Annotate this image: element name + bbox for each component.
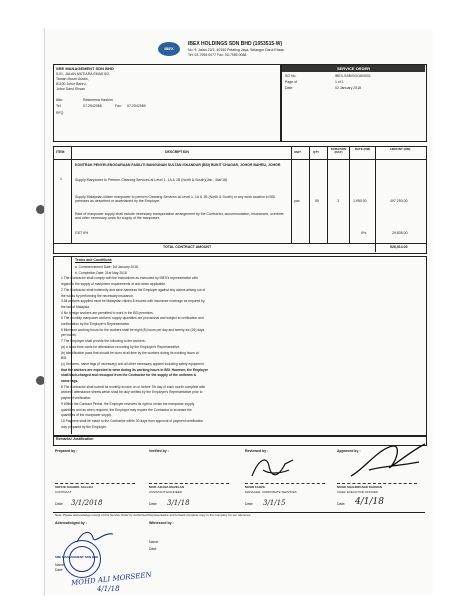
vendor-rfq-label: RFQ [56,111,64,115]
acknowledgement-note: Note: Please acknowledge receipt of this Service Order by Authorized Representative and forward complete copy to the Company for our reference. [55,513,252,517]
acknowledged-by-label: Acknowledged by : [55,521,87,525]
company-address: No. 9, Jalan 22/2, 40150 Petaling Jaya, Selangor Darul Ehsan [188,48,285,52]
col-header-description: DESCRIPTION [165,150,189,154]
item-description: Supply Malaysian citizen manpower to perform Cleaning Services at Level 1, 1A & 1B (North & South) or any work location in BSI premises as described or ascertained by the Employer. [75,195,276,204]
item-description: Rate of manpower supply shall include necessary transportation arrangement by the Contractor, accommodation, insurances, overtime and other necessary costs for supply of the manpower. [75,212,284,221]
total-label: TOTAL CONTRACT AMOUNT [163,245,212,249]
acknowledger-date-label: Date [55,568,63,572]
vendor-name: SRE MANAGEMENT SDN BHD [56,66,114,71]
term-line: confirmation by the Employer's Representative. [61,322,130,327]
remarks-label: Remarks/ Justification [56,437,94,441]
term-line: 4 No foreign workers are permitted to work in the BSI premises. [61,310,154,315]
term-line: payment verification. [61,396,92,401]
approved-title: CHIEF EXECUTIVE OFFICER [337,490,378,494]
gst-amount: 29,835.00 [392,231,408,235]
approved-name: MOHD SHAHRIN ABD RAHMAN [337,485,383,489]
acknowledger-name-label: Name [55,563,65,567]
item-amount: 497,250.00 [390,199,408,203]
reviewer-signature [249,454,299,482]
term-line: 6 Minimum working hours for the workers shall be eight (8) hours per day and twenty-six (26) days [61,327,205,332]
col-header-item: ITEM [56,150,65,154]
col-header-unit: UNIT [294,150,301,154]
term-line: name tags. [61,379,79,384]
verified-date: 3/1/18 [167,499,190,507]
prepared-date: 3/1/2018 [71,499,103,507]
reviewed-by-label: Reviewed by : [245,449,269,453]
prepared-name: SOFFIE SHAHRIL SALLEH [55,485,93,489]
company-contact: Tel: 03-7955 0077 Fax: 03-7955 0088 [188,53,247,57]
term-line: (c) Uniforms, name tags (if necessary) and all other necessary apparel including safety equipment [61,361,204,366]
approver-signature [349,440,427,482]
terms-list [61,265,359,430]
item-description: Supply Manpower to Perform Cleaning Services at Level 1, 1A & 1B (North & South)(Jan - Mar'18) [75,178,228,182]
vendor-address-line: Johor Darul Ehsan [56,87,85,91]
verified-title: ASSISTANT ENGINEER [149,490,182,494]
handwritten-name: MOHD ALI MORSEEN [70,570,153,588]
term-line: 5 The monthly manpower workers' supply quantities are provisional and subject to verification and [61,316,204,321]
term-line: duly prepared by the Employer. [61,424,107,429]
terms-title: Terms and Conditions [75,258,112,262]
acknowledger-signature [75,526,115,548]
term-line: 9 Within the Contract Period, the Employer reserves its right to revise the manpower supply [61,401,195,406]
vendor-attn-label: Attn: [56,98,64,102]
term-line: workers' attendance sheets which shall be duly verified by the Employer's Representative prior to [61,390,203,395]
vendor-address-line: 5-01, JALAN MUTIARA EMAS 5/2, [56,72,111,76]
service-order-document [44,28,433,596]
reviewed-name: MOHD FADZIL [245,485,266,489]
so-number-label: SO No. [285,74,297,78]
company-logo: IBEX [158,42,180,56]
item-rate: 1,950.00 [353,199,367,203]
term-line: 1 The Contractor shall comply with the instructions as instructed by IBEX's representative with [61,276,198,281]
reviewed-date: 3/1/15 [263,499,286,507]
term-line: a. Commencement Date: 1st January 2018 [75,265,138,269]
term-line: 8 The Contractor shall submit its monthly invoice on or before 7th day of each month complete with [61,384,206,389]
term-line: the law of Malaysia. [61,304,90,309]
reviewed-date-label: Date: [245,502,254,506]
verified-by-label: Verified by : [149,449,169,453]
vendor-fax-label: Fax: [115,104,122,108]
witnessed-by-label: Witnessed by : [149,521,174,525]
so-page-label: Page of [285,80,298,84]
approved-date-label: Date: [337,502,346,506]
item-number: 1 [60,177,62,181]
prepared-title: CONTRACT [55,490,72,494]
witness-name-label: Name [149,540,159,544]
term-line: 2 The Contractor shall indemnify and save harmless the Employer against any claims arising out of [61,287,206,292]
col-header-amount: AMOUNT (RM) [389,147,411,151]
term-line: the works by performing the necessary insurance. [61,293,134,298]
vendor-address-line: 81100 Johor Bahru, [56,82,87,86]
company-name: IBEX HOLDINGS SDN BHD (1053515-W) [188,41,283,47]
prepared-by-label: Prepared by : [55,449,78,453]
witness-date-label: Date [149,547,157,551]
vendor-fax: 07-2542089 [127,104,146,108]
total-amount: 526,914.00 [390,245,408,249]
item-qty: 50 [315,199,319,203]
gst-rate: 6% [361,231,367,235]
term-line: BSI. [61,356,68,361]
vendor-tel: 07-2542088 [83,104,102,108]
col-header-qty: QTY [313,150,320,154]
stamp-company-name: SRE MANAGEMENT SDN BHD [55,555,99,559]
reviewed-title: MANAGER, CORPORATE SERVICES [245,490,297,494]
item-duration: 3 [337,199,339,203]
vendor-address-line: Taman Mount Austin, [56,77,89,81]
term-line: 7 The Employer shall provide the following to the workers:- [61,339,147,344]
vendor-attn: Rasheema Hashim [83,98,113,102]
service-order-title: SERVICE ORDER [282,65,425,72]
verified-name: MOR. AZLINA MAZELAN [149,485,184,489]
so-page: 1 of 1 [335,80,344,84]
term-line: (a) a basic time cards for attendance recording by the Employer's Representative. [61,344,181,349]
vendor-tel-label: Tel: [56,104,62,108]
term-line: (b) identification pass that should be worn at all time by the workers during its working hours at [61,350,199,355]
project-title: KONTRAK PENYELENGGARAAN FASILITI BANGUNAN SULTAN ISKANDAR (BSI) BUKIT CHAGAR, JOHOR BAHRU, JOHOR [75,163,281,167]
term-line: per month. [61,333,77,338]
term-line: 3 All workers supplied must be Malaysian citizen & insured with insurance coverage as required by [61,299,205,304]
term-line: quantities and as when required, the Employer may require the Contractor to increase the [61,407,192,412]
verified-date-label: Date: [149,502,158,506]
handwritten-date: 4/1/18 [97,585,120,593]
term-line: that the workers are expected to wear during its working hours in BSI. However, the Employer [61,367,208,372]
so-date: 02 January 2018 [335,86,362,90]
approved-by-label: Approved by : [337,449,361,453]
col-header-rate: RATE (RM) [354,147,371,151]
approved-date: 4/1/18 [355,497,384,507]
term-line: quantities of the manpower supply. [61,413,112,418]
so-number: IBEX-SSB/SO/18/0001 [335,74,371,78]
term-line: b. Completion Date: 31st May 2018 [75,270,127,275]
gst-description: GST 6% [75,231,89,235]
prepared-date-label: Date: [55,502,64,506]
col-header-duration: DURATION (DAY) [330,147,347,154]
term-line: regard to the supply of manpower requirements of and when applicable. [61,282,166,287]
so-date-label: Date [285,86,293,90]
term-line: shall back-charged and recouped from the Contractor for the supply of the uniforms & [61,373,197,378]
term-line: 10 Payment shall be made to the Contractor within 30 days from approval of payment certification [61,418,204,423]
item-unit: pax [294,199,300,203]
